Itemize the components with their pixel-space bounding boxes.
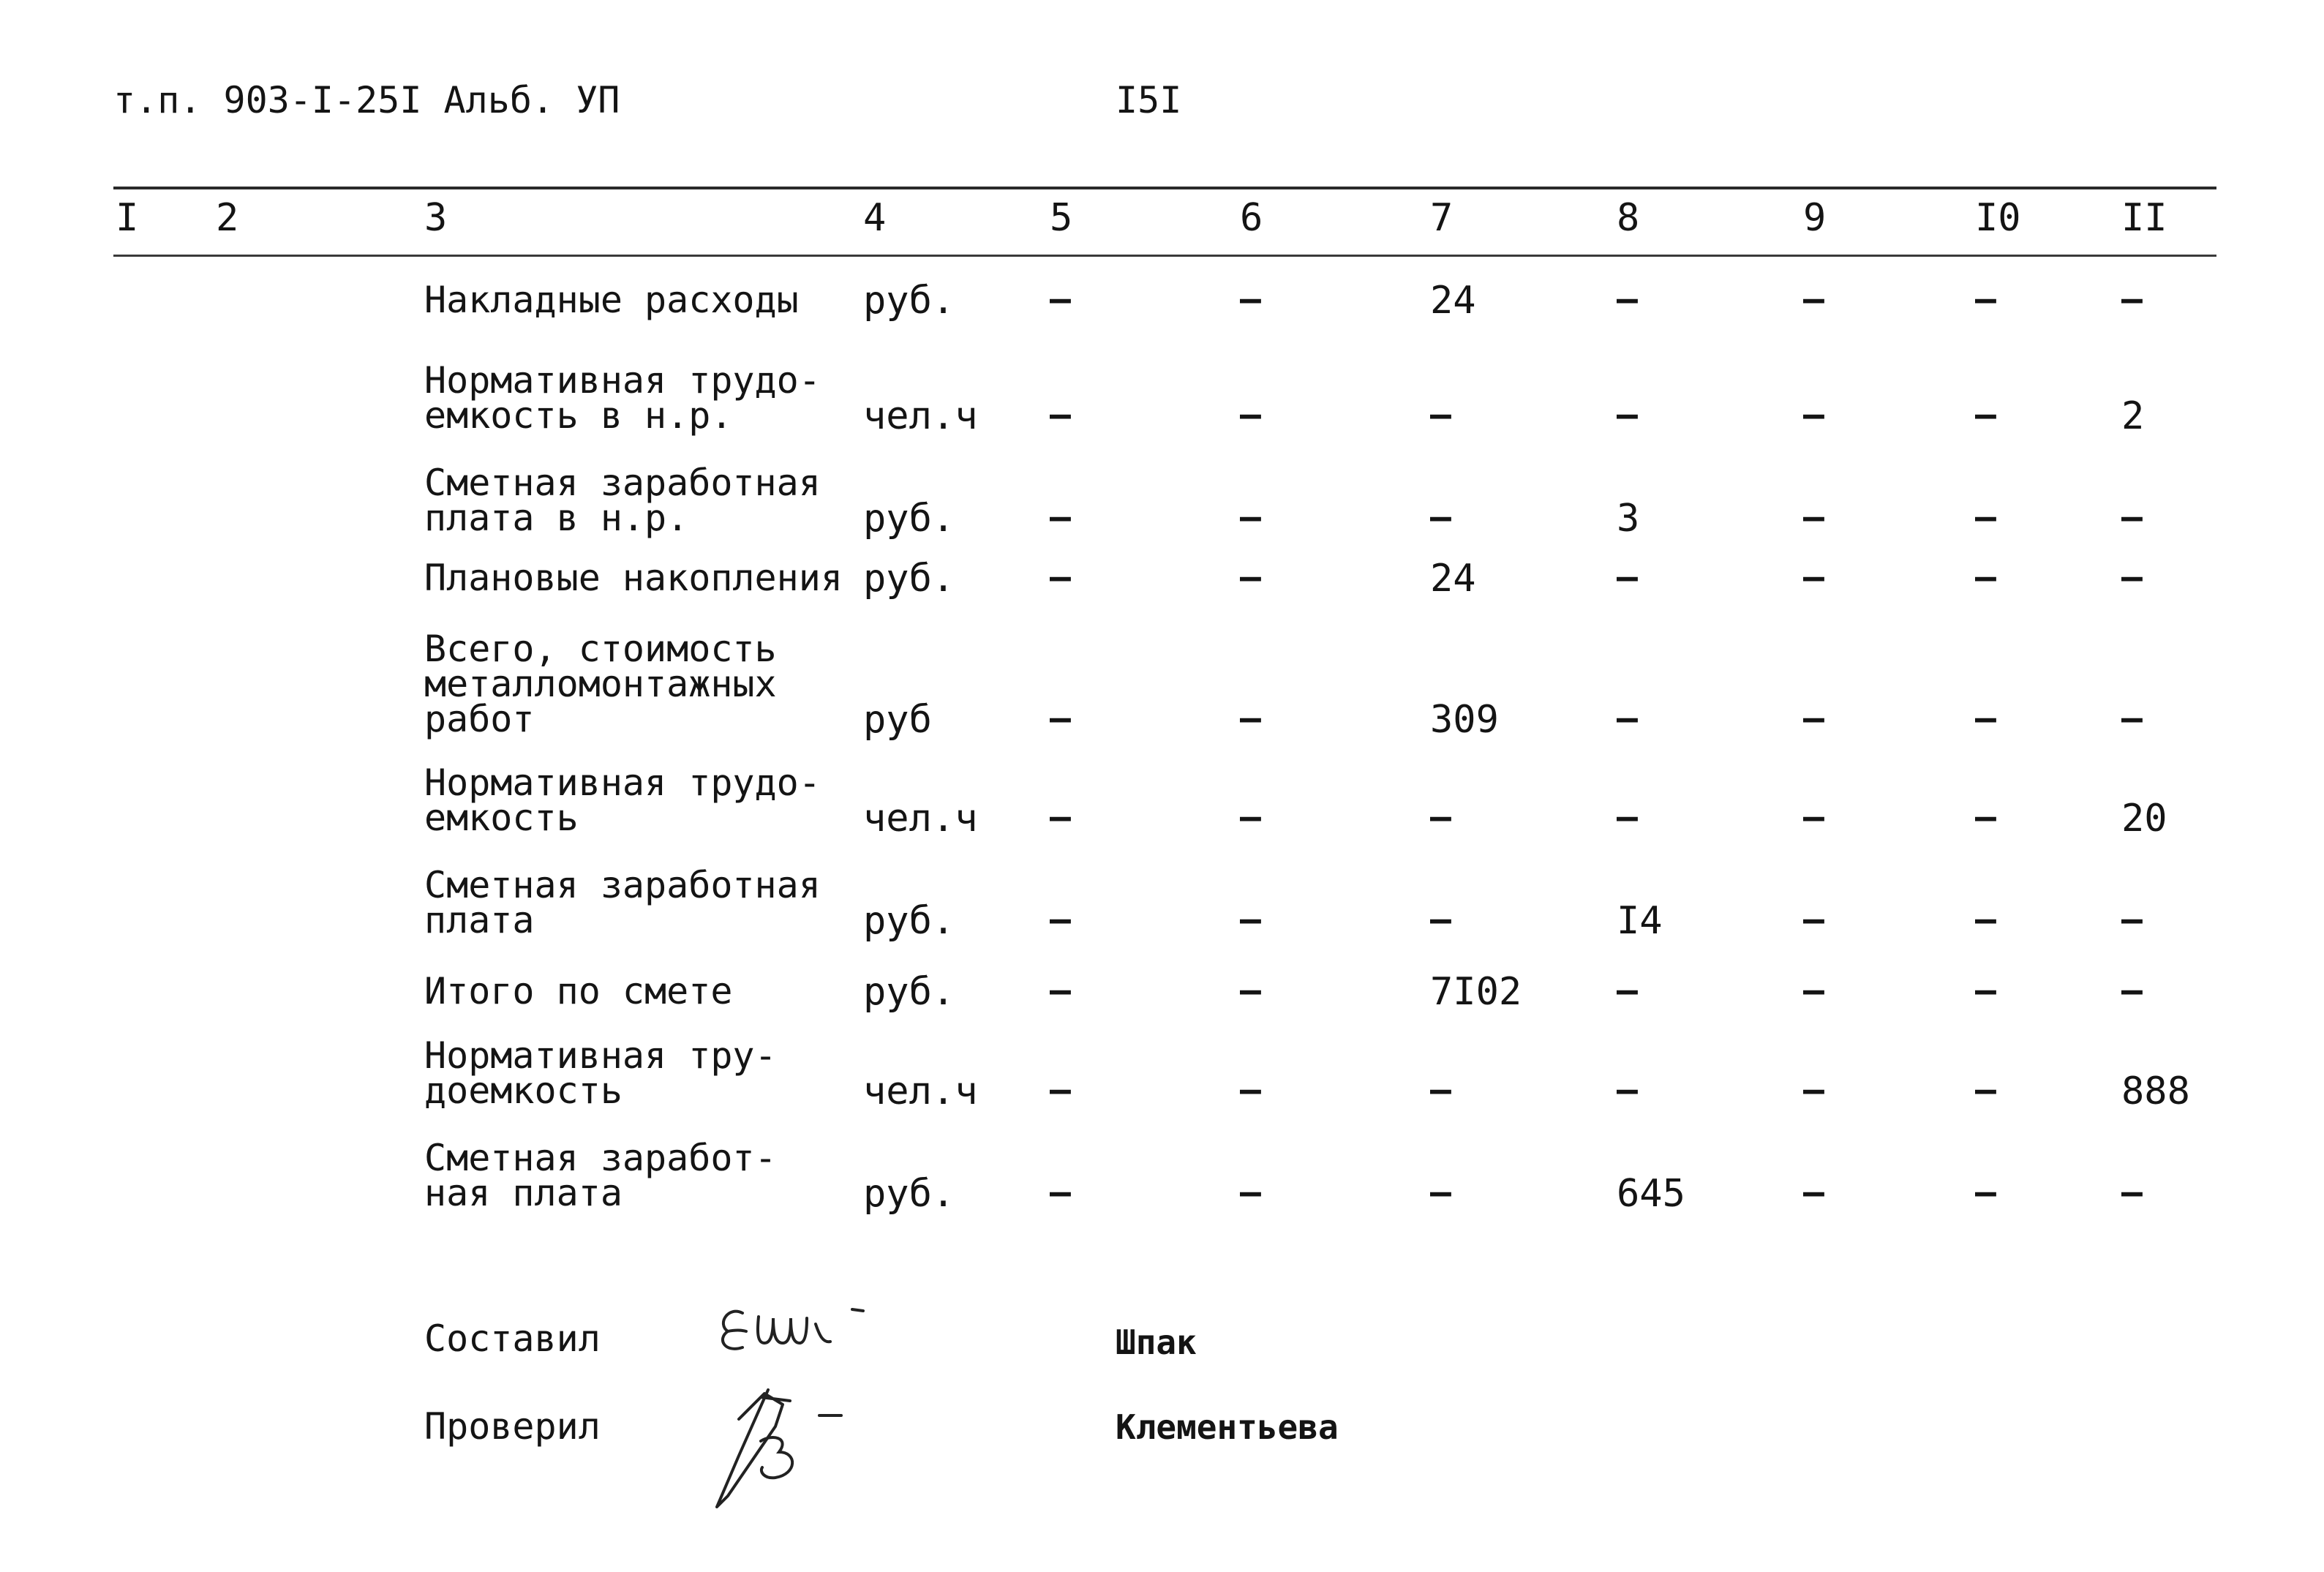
value-cell-col10: –: [1975, 1069, 1996, 1110]
value-cell-col10: –: [1975, 899, 1996, 940]
row-label-line: доемкость: [424, 1069, 623, 1112]
value-cell-col6: –: [1240, 970, 1261, 1011]
value-cell-col7: –: [1430, 1172, 1451, 1213]
value-cell-col8: –: [1617, 1069, 1638, 1110]
value-cell-col7: –: [1430, 394, 1451, 435]
column-header-5: 5: [1050, 196, 1073, 240]
value-cell-col9: –: [1803, 557, 1824, 598]
value-cell-col7: –: [1430, 1069, 1451, 1110]
unit-cell: руб: [863, 698, 932, 742]
unit-cell: чел.ч: [863, 394, 978, 438]
value-cell-col10: –: [1975, 797, 1996, 838]
table-top-rule: [113, 187, 2216, 189]
unit-cell: чел.ч: [863, 1069, 978, 1113]
value-cell-col6: –: [1240, 1069, 1261, 1110]
value-cell-col11: 2: [2121, 394, 2145, 438]
value-cell-col5: –: [1050, 1069, 1071, 1110]
value-cell-col5: –: [1050, 899, 1071, 940]
value-cell-col8: –: [1617, 797, 1638, 838]
value-cell-col6: –: [1240, 557, 1261, 598]
row-label-line: Плановые накопления: [424, 557, 843, 599]
value-cell-col11: 888: [2121, 1069, 2190, 1113]
value-cell-col7: –: [1430, 797, 1451, 838]
value-cell-col11: –: [2121, 1172, 2143, 1213]
page-number: I5I: [1116, 79, 1182, 121]
row-label-line: Нормативная трудо-: [424, 761, 821, 804]
unit-cell: руб.: [863, 899, 955, 943]
column-header-11: II: [2121, 196, 2167, 240]
value-cell-col7: –: [1430, 497, 1451, 538]
value-cell-col6: –: [1240, 899, 1261, 940]
value-cell-col8: I4: [1617, 899, 1663, 943]
value-cell-col5: –: [1050, 394, 1071, 435]
checker-signature: [695, 1375, 870, 1514]
value-cell-col10: –: [1975, 698, 1996, 739]
value-cell-col9: –: [1803, 394, 1824, 435]
value-cell-col8: –: [1617, 279, 1638, 320]
value-cell-col5: –: [1050, 557, 1071, 598]
row-label-line: Сметная заработная: [424, 462, 821, 504]
row-label-line: емкость в н.р.: [424, 394, 733, 437]
row-label-line: работ: [424, 698, 535, 740]
value-cell-col8: –: [1617, 394, 1638, 435]
value-cell-col5: –: [1050, 497, 1071, 538]
table-header-rule: [113, 255, 2216, 257]
value-cell-col9: –: [1803, 698, 1824, 739]
column-header-7: 7: [1430, 196, 1454, 240]
value-cell-col11: –: [2121, 557, 2143, 598]
value-cell-col5: –: [1050, 797, 1071, 838]
value-cell-col10: –: [1975, 279, 1996, 320]
row-label-line: плата: [424, 899, 535, 941]
value-cell-col11: –: [2121, 698, 2143, 739]
value-cell-col11: –: [2121, 899, 2143, 940]
value-cell-col8: 3: [1617, 497, 1640, 541]
row-label-line: емкость: [424, 797, 579, 839]
checker-name: Клементьева: [1116, 1407, 1339, 1447]
value-cell-col10: –: [1975, 970, 1996, 1011]
value-cell-col9: –: [1803, 970, 1824, 1011]
row-label-line: Нормативная трудо-: [424, 359, 821, 402]
value-cell-col7: 24: [1430, 279, 1476, 323]
compiler-name: Шпак: [1116, 1323, 1197, 1362]
value-cell-col5: –: [1050, 970, 1071, 1011]
value-cell-col10: –: [1975, 394, 1996, 435]
value-cell-col10: –: [1975, 497, 1996, 538]
value-cell-col6: –: [1240, 497, 1261, 538]
compiler-signature: [713, 1295, 903, 1361]
column-header-6: 6: [1240, 196, 1263, 240]
value-cell-col7: 7I02: [1430, 970, 1522, 1014]
value-cell-col6: –: [1240, 394, 1261, 435]
value-cell-col8: –: [1617, 970, 1638, 1011]
column-header-4: 4: [863, 196, 887, 240]
compiled-by-label: Составил: [424, 1317, 601, 1360]
value-cell-col7: 24: [1430, 557, 1476, 601]
row-label-line: Нормативная тру-: [424, 1034, 777, 1077]
value-cell-col10: –: [1975, 1172, 1996, 1213]
column-header-8: 8: [1617, 196, 1640, 240]
column-header-3: 3: [424, 196, 448, 240]
value-cell-col6: –: [1240, 279, 1261, 320]
value-cell-col9: –: [1803, 1172, 1824, 1213]
value-cell-col8: –: [1617, 557, 1638, 598]
value-cell-col11: –: [2121, 279, 2143, 320]
value-cell-col11: –: [2121, 970, 2143, 1011]
value-cell-col6: –: [1240, 797, 1261, 838]
row-label-line: металломонтажных: [424, 663, 777, 705]
column-header-10: I0: [1975, 196, 2021, 240]
value-cell-col11: 20: [2121, 797, 2167, 840]
value-cell-col9: –: [1803, 279, 1824, 320]
value-cell-col9: –: [1803, 1069, 1824, 1110]
document-reference: т.п. 903-I-25I Альб. УП: [113, 79, 620, 121]
unit-cell: руб.: [863, 557, 955, 601]
unit-cell: руб.: [863, 497, 955, 541]
value-cell-col5: –: [1050, 279, 1071, 320]
unit-cell: руб.: [863, 1172, 955, 1216]
column-header-2: 2: [216, 196, 239, 240]
value-cell-col11: –: [2121, 497, 2143, 538]
value-cell-col5: –: [1050, 1172, 1071, 1213]
value-cell-col9: –: [1803, 797, 1824, 838]
row-label-line: Сметная заработная: [424, 864, 821, 906]
unit-cell: чел.ч: [863, 797, 978, 840]
row-label-line: плата в н.р.: [424, 497, 689, 539]
unit-cell: руб.: [863, 970, 955, 1014]
column-header-1: I: [116, 196, 139, 240]
row-label-line: Сметная заработ-: [424, 1137, 777, 1179]
row-label-line: Всего, стоимость: [424, 628, 777, 670]
column-header-9: 9: [1803, 196, 1827, 240]
value-cell-col6: –: [1240, 698, 1261, 739]
value-cell-col10: –: [1975, 557, 1996, 598]
value-cell-col9: –: [1803, 497, 1824, 538]
value-cell-col5: –: [1050, 698, 1071, 739]
row-label-line: Итого по смете: [424, 970, 733, 1012]
checked-by-label: Проверил: [424, 1405, 601, 1448]
value-cell-col7: 309: [1430, 698, 1499, 742]
value-cell-col7: –: [1430, 899, 1451, 940]
row-label-line: ная плата: [424, 1172, 623, 1214]
row-label-line: Накладные расходы: [424, 279, 799, 321]
unit-cell: руб.: [863, 279, 955, 323]
value-cell-col8: 645: [1617, 1172, 1685, 1216]
value-cell-col8: –: [1617, 698, 1638, 739]
value-cell-col9: –: [1803, 899, 1824, 940]
value-cell-col6: –: [1240, 1172, 1261, 1213]
